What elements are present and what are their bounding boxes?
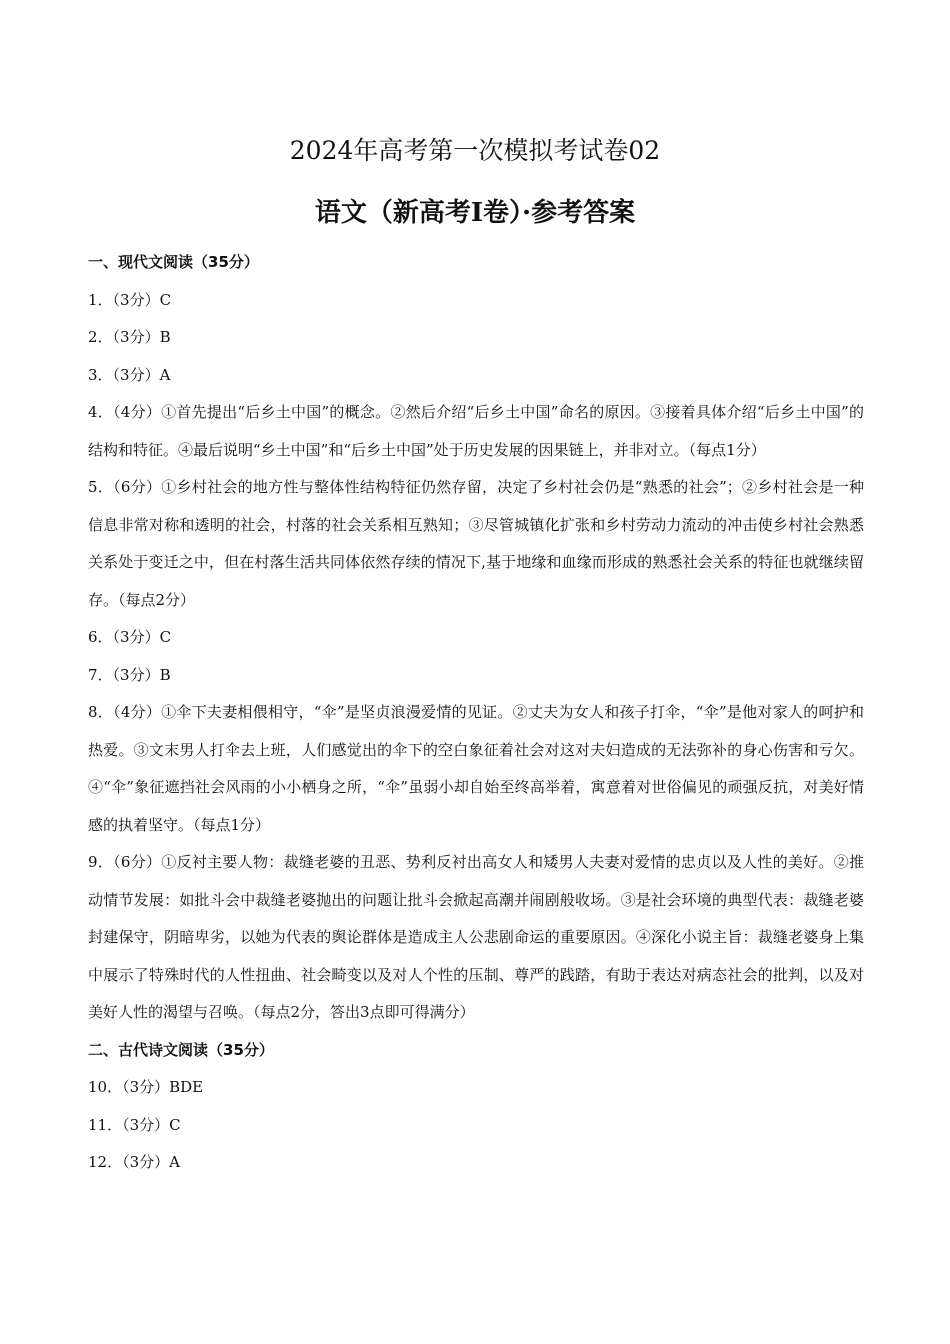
- answer-item-4: 4．（4分）①首先提出“后乡土中国”的概念。②然后介绍“后乡土中国”命名的原因。③接着具体介绍“后乡土中国”的结构和特征。④最后说明“乡土中国”和“后乡土中国”处于历史发展的因果链上，并非对立。（每点1分）: [88, 403, 864, 459]
- section-ancient-reading: [88, 1032, 864, 1182]
- answer-item-8: 8．（4分）①伞下夫妻相偎相守，“伞”是坚贞浪漫爱情的见证。②丈夫为女人和孩子打伞，“伞”是他对家人的呵护和热爱。③文末男人打伞去上班，人们感觉出的伞下的空白象征着社会对这对夫妇造成的无法弥补的身心伤害和亏欠。④“伞”象征遮挡社会风雨的小小栖身之所，“伞”虽弱小却自始至终高举着，寓意着对世俗偏见的顽强反抗，对美好情感的执着坚守。（每点1分）: [88, 703, 864, 834]
- section-modern-reading: [88, 244, 864, 1032]
- answer-item-6: 6．（3分）C: [88, 628, 172, 646]
- exam-subtitle: 语文（新高考Ⅰ卷）·参考答案: [314, 198, 636, 228]
- answer-item-1: 1．（3分）C: [88, 290, 172, 309]
- answer-item-12: 12．（3分）A: [88, 1153, 180, 1171]
- answer-item-7: 7．（3分）B: [88, 665, 171, 684]
- answer-item-2: 2．（3分）B: [88, 328, 171, 346]
- answer-item-9: 9．（6分）①反衬主要人物：裁缝老婆的丑恶、势利反衬出高女人和矮男人夫妻对爱情的忠贞以及人性的美好。②推动情节发展：如批斗会中裁缝老婆抛出的问题让批斗会掀起高潮并闹剧般收场。③是社会环境的典型代表：裁缝老婆封建保守，阴暗卑劣，以她为代表的舆论群体是造成主人公悲剧命运的重要原因。④深化小说主旨：裁缝老婆身上集中展示了特殊时代的人性扭曲、社会畸变以及对人个性的压制、尊严的践踏，有助于表达对病态社会的批判，以及对美好人性的渴望与召唤。（每点2分，答出3点即可得满分）: [88, 853, 864, 1021]
- answer-content: [88, 244, 864, 1182]
- section-heading: 二、古代诗文阅读（35分）: [88, 1040, 274, 1059]
- exam-title: 2024年高考第一次模拟考试卷02: [289, 136, 661, 165]
- answer-item-3: 3．（3分）A: [88, 365, 171, 384]
- section-heading: 一、现代文阅读（35分）: [88, 253, 259, 271]
- answer-item-10: 10．（3分）BDE: [88, 1078, 204, 1096]
- answer-item-5: 5．（6分）①乡村社会的地方性与整体性结构特征仍然存留，决定了乡村社会仍是“熟悉的社会”；②乡村社会是一种信息非常对称和透明的社会，村落的社会关系相互熟知；③尽管城镇化扩张和乡村劳动力流动的冲击使乡村社会熟悉关系处于变迁之中，但在村落生活共同体依然存续的情况下,基于地缘和血缘而形成的熟悉社会关系的特征也就继续留存。（每点2分）: [88, 478, 864, 609]
- answer-item-11: 11．（3分）C: [88, 1115, 181, 1134]
